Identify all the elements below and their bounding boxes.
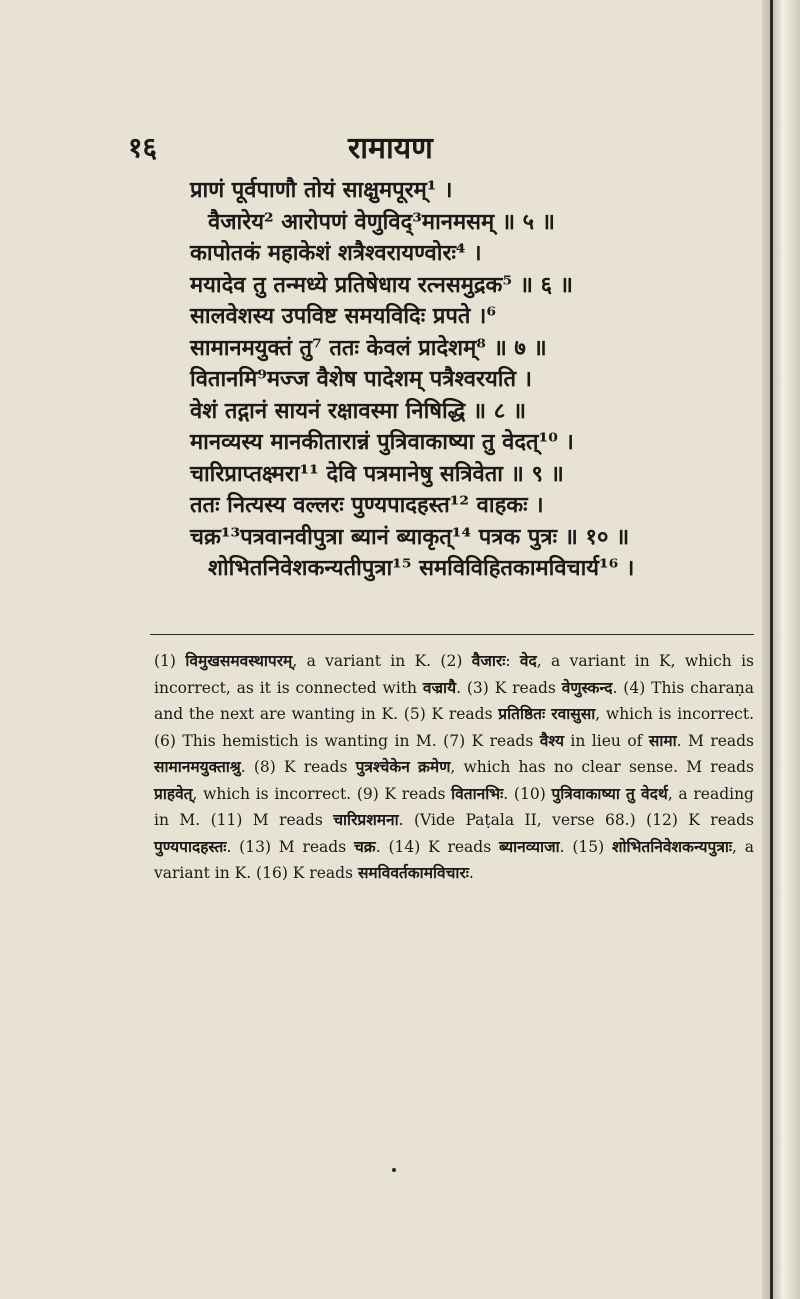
footnote-text: , which is incorrect. [192,784,352,803]
footnote-text: . [240,758,246,776]
footnote-text: , a variant in K. [154,837,754,882]
footnote-text: K reads [425,705,499,723]
footnote-text: K reads [488,678,562,697]
footnote-number: (7) [436,731,466,750]
footnote-number: (12) [635,811,678,829]
ornament-dot [392,1168,396,1172]
footnote-devanagari: विमुखसमवस्थापरम् [185,651,293,670]
footnote-number: (13) [231,837,271,856]
verse-line: प्राणं पूर्वपाणौ तोयं साक्षुमपूरम्¹ । [190,177,453,203]
footnote-number: (10) [508,784,546,803]
footnote-text: K reads [378,784,452,803]
footnote-number: (9) [351,784,379,803]
book-spine [770,0,773,1299]
verse-line: सामानमयुक्तं तु⁷ ततः केवलं प्रादेशम्⁸ ॥ ७ ॥ [190,334,547,361]
footnote-text [604,838,612,856]
footnote-text: K reads [677,811,754,829]
footnote-devanagari: पुत्रश्चेकेन [355,757,410,776]
footnote-number: (4) [617,678,646,697]
footnote-devanagari: प्रतिष्ठितः रवासुसा [498,704,596,723]
footnote-text: , a reading in M. [154,784,754,829]
adjacent-page-edge [762,0,800,1299]
footnote-text: . [559,837,565,856]
footnote-devanagari: प्राहवेत् [154,783,193,803]
footnote-text: . [612,678,618,697]
footnote-divider [150,634,754,635]
footnote-text: , a variant in K, which is incorrect, as it is connected with [154,652,754,697]
footnote-devanagari: वैजारः [471,651,506,670]
footnote-number: (5) [398,705,426,723]
verse-line: चक्र¹³पत्रवानवीपुत्रा ब्यानं ब्याकृत्¹⁴ पत्रक पुत्रः ॥ १० ॥ [190,523,630,550]
verse-line: वितानमि⁹मज्ज वैशेष पादेशम् पत्रैश्वरयति । [190,366,533,392]
footnote-text: . [503,784,509,803]
page-number: १६ [128,131,158,164]
footnote-devanagari: चारिप्रशमना [333,810,399,829]
verse-block [190,175,750,585]
footnote-devanagari: सामानमयुक्ताश्रु [154,757,241,776]
footnote-text: K reads [465,731,540,750]
footnote-text [410,758,418,776]
footnote-devanagari: ब्यानव्याजा [498,836,560,856]
verse-line: ततः नित्यस्य वल्लरः पुण्यपादहस्त¹² वाहकः । [190,492,544,518]
footnote-devanagari: शोभितनिवेशकन्यपुत्राः [611,836,733,856]
footnote-text: M reads [271,837,354,856]
footnote-text: , which is incorrect. [595,705,754,723]
footnote-number: (16) [251,864,288,882]
verse-line: मानव्यस्य मानकीतारान्नं पुत्रिवाकाष्या तु वेदत्¹⁰ । [190,429,574,455]
footnote-devanagari: पुण्यपादहस्तः [154,836,227,856]
verse-line: सालवेशस्य उपविष्ट समयविदिः प्रपते ।⁶ [190,303,497,329]
footnote-devanagari: वेद [519,651,537,670]
footnote-devanagari: क्रमेण [418,757,451,776]
footnote-devanagari: वितानभिः [451,783,504,803]
footnote-text: . [226,837,232,856]
running-head: रामायण [348,131,433,166]
footnote-number: (11) [200,811,243,829]
verse-line: वैजारेय² आरोपणं वेणुविद्³मानमसम् ॥ ५ ॥ [208,208,555,235]
footnote-text: K reads [420,837,499,856]
footnote-devanagari: पुत्रिवाकाष्या तु वेदर्थ [551,783,668,803]
footnote-text: . [375,837,381,856]
footnote-text: , a variant in K. [292,652,432,670]
footnote-text [176,652,185,670]
footnote-number: (6) [154,731,176,750]
footnote-number: (1) [154,652,176,670]
footnote-number: (3) [461,678,489,697]
footnote-number: (15) [564,837,605,856]
footnote-number: (8) [245,758,276,776]
footnote-text [462,652,471,670]
verse-line: वेशं तद्गानं सायनं रक्षावस्मा निषिद्धि ॥ ८ ॥ [190,397,527,424]
footnote-text: This hemistich is wanting in M. [175,731,437,750]
footnote-text: This charaṇa and the next are wanting in K. [154,678,754,723]
footnote-devanagari: वैश्य [539,730,564,750]
footnotes [154,648,754,887]
footnote-text: . M reads [676,731,755,750]
footnote-text: . [468,864,474,882]
footnote-text: M reads [242,811,334,829]
verse-line: कापोतकं महाकेशं शत्रैश्वरायण्वोरः⁴ । [190,240,482,266]
footnote-text: : [505,652,520,670]
footnote-text: K reads [287,864,358,882]
footnote-text: . [456,678,461,697]
footnote-text: in lieu of [563,731,649,750]
footnote-devanagari: सामा [648,730,677,750]
footnote-devanagari: वज्रायै [422,677,457,697]
footnote-number: (14) [380,837,421,856]
verse-line: मयादेव तु तन्मध्ये प्रतिषेधाय रत्नसमुद्रक⁵ ॥ ६ ॥ [190,271,573,298]
footnote-devanagari: वेणुस्कन्द [561,677,613,697]
footnote-text: , which has no clear sense. M reads [450,758,754,776]
verse-line: चारिप्राप्तक्ष्मरा¹¹ देवि पत्रमानेषु सत्रिवेता ॥ ९ ॥ [190,460,564,487]
footnote-paragraph [154,648,754,887]
footnote-text: K reads [275,758,356,776]
footnote-text: . (Vide Paṭala II, verse 68.) [398,811,636,829]
verse-line: शोभितनिवेशकन्यतीपुत्रा¹⁵ समविविहितकामविचार्य¹⁶ । [208,555,635,581]
footnote-devanagari: चक्र [353,836,376,856]
footnote-devanagari: समविवर्तकामविचारः [357,863,469,882]
footnote-number: (2) [431,652,463,670]
